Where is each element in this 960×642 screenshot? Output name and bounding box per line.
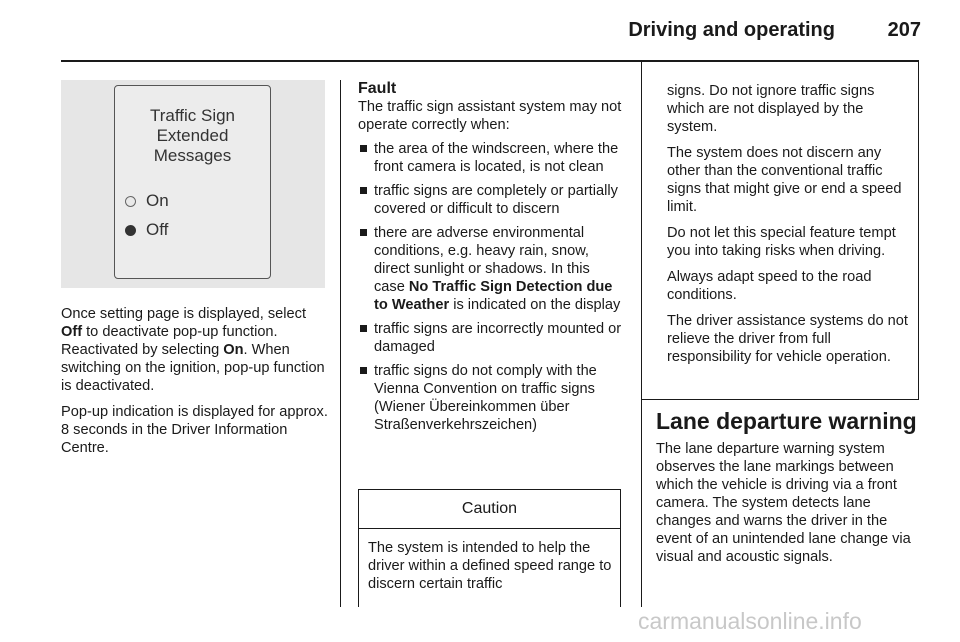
paragraph-popup-duration: Pop-up indication is displayed for approx. 8 seconds in the Driver Information Centre. (61, 404, 328, 456)
lane-departure-text: The lane departure warning system observes the lane markings between which the vehicle is driving via a front camera. The system detects lane changes and warns the driver in the event of an unintended lane change via visual and acoustic signals. (656, 441, 911, 565)
caution-continuation-box (641, 62, 919, 400)
option-on-label: On (146, 191, 169, 210)
display-illustration (61, 80, 325, 288)
screen-title: Traffic Sign Extended Messages (149, 106, 236, 165)
option-off (125, 220, 168, 240)
radio-empty-icon (125, 196, 136, 207)
list-item (358, 224, 624, 314)
paragraph: Always adapt speed to the road conditions. (667, 269, 872, 303)
radio-filled-icon (125, 225, 136, 236)
text-run: to deactivate pop-up function. Reactivated by selecting (61, 324, 278, 358)
paragraph: The driver assistance systems do not relieve the driver from full responsibility for vehicle operation. (667, 313, 908, 365)
bold-on: On (223, 342, 244, 358)
option-off-label: Off (146, 220, 169, 239)
bold-off: Off (61, 324, 83, 340)
caution-text: The system is intended to help the driver within a defined speed range to discern certain traffic (368, 540, 612, 592)
fault-list (358, 140, 624, 434)
caution-box (358, 489, 621, 607)
column-divider-left (340, 80, 341, 607)
info-display-screen (114, 85, 271, 279)
text-run: . When switching on the ignition, pop-up function is deactivated. (61, 342, 325, 394)
paragraph-popup-setting (61, 305, 329, 395)
text-run: there are adverse environmental conditions, e.g. heavy rain, snow, direct sunlight or shadows. In this case (374, 225, 590, 295)
column-1-text (61, 305, 329, 457)
list-item: traffic signs are completely or partially covered or difficult to discern (358, 182, 624, 218)
lane-departure-heading: Lane departure warning (656, 408, 917, 434)
running-header-title: Driving and operating (628, 19, 835, 41)
list-item: the area of the windscreen, where the front camera is located, is not clean (358, 140, 624, 176)
caution-heading: Caution (359, 490, 620, 529)
page-number: 207 (887, 19, 921, 41)
list-item: traffic signs are incorrectly mounted or damaged (358, 320, 624, 356)
watermark: carmanualsonline.info (638, 608, 862, 634)
paragraph: Do not let this special feature tempt you into taking risks when driving. (667, 225, 896, 259)
bold-message: No Traffic Sign Detection due to Weather (374, 279, 613, 313)
list-item: traffic signs do not comply with the Vienna Convention on traffic signs (Wiener Übereinkommen über Straßenverkehrszeichen) (358, 362, 624, 434)
column-2-text (358, 80, 624, 440)
text-run: is indicated on the display (449, 297, 621, 313)
fault-heading: Fault (358, 80, 397, 97)
option-on (125, 191, 169, 211)
caution-continuation-text (667, 82, 910, 366)
paragraph: signs. Do not ignore traffic signs which are not displayed by the system. (667, 83, 875, 135)
fault-intro: The traffic sign assistant system may not operate correctly when: (358, 99, 622, 133)
paragraph: The system does not discern any other than the conventional traffic signs that might give or end a speed limit. (667, 145, 902, 215)
text-run: Once setting page is displayed, select (61, 306, 306, 322)
